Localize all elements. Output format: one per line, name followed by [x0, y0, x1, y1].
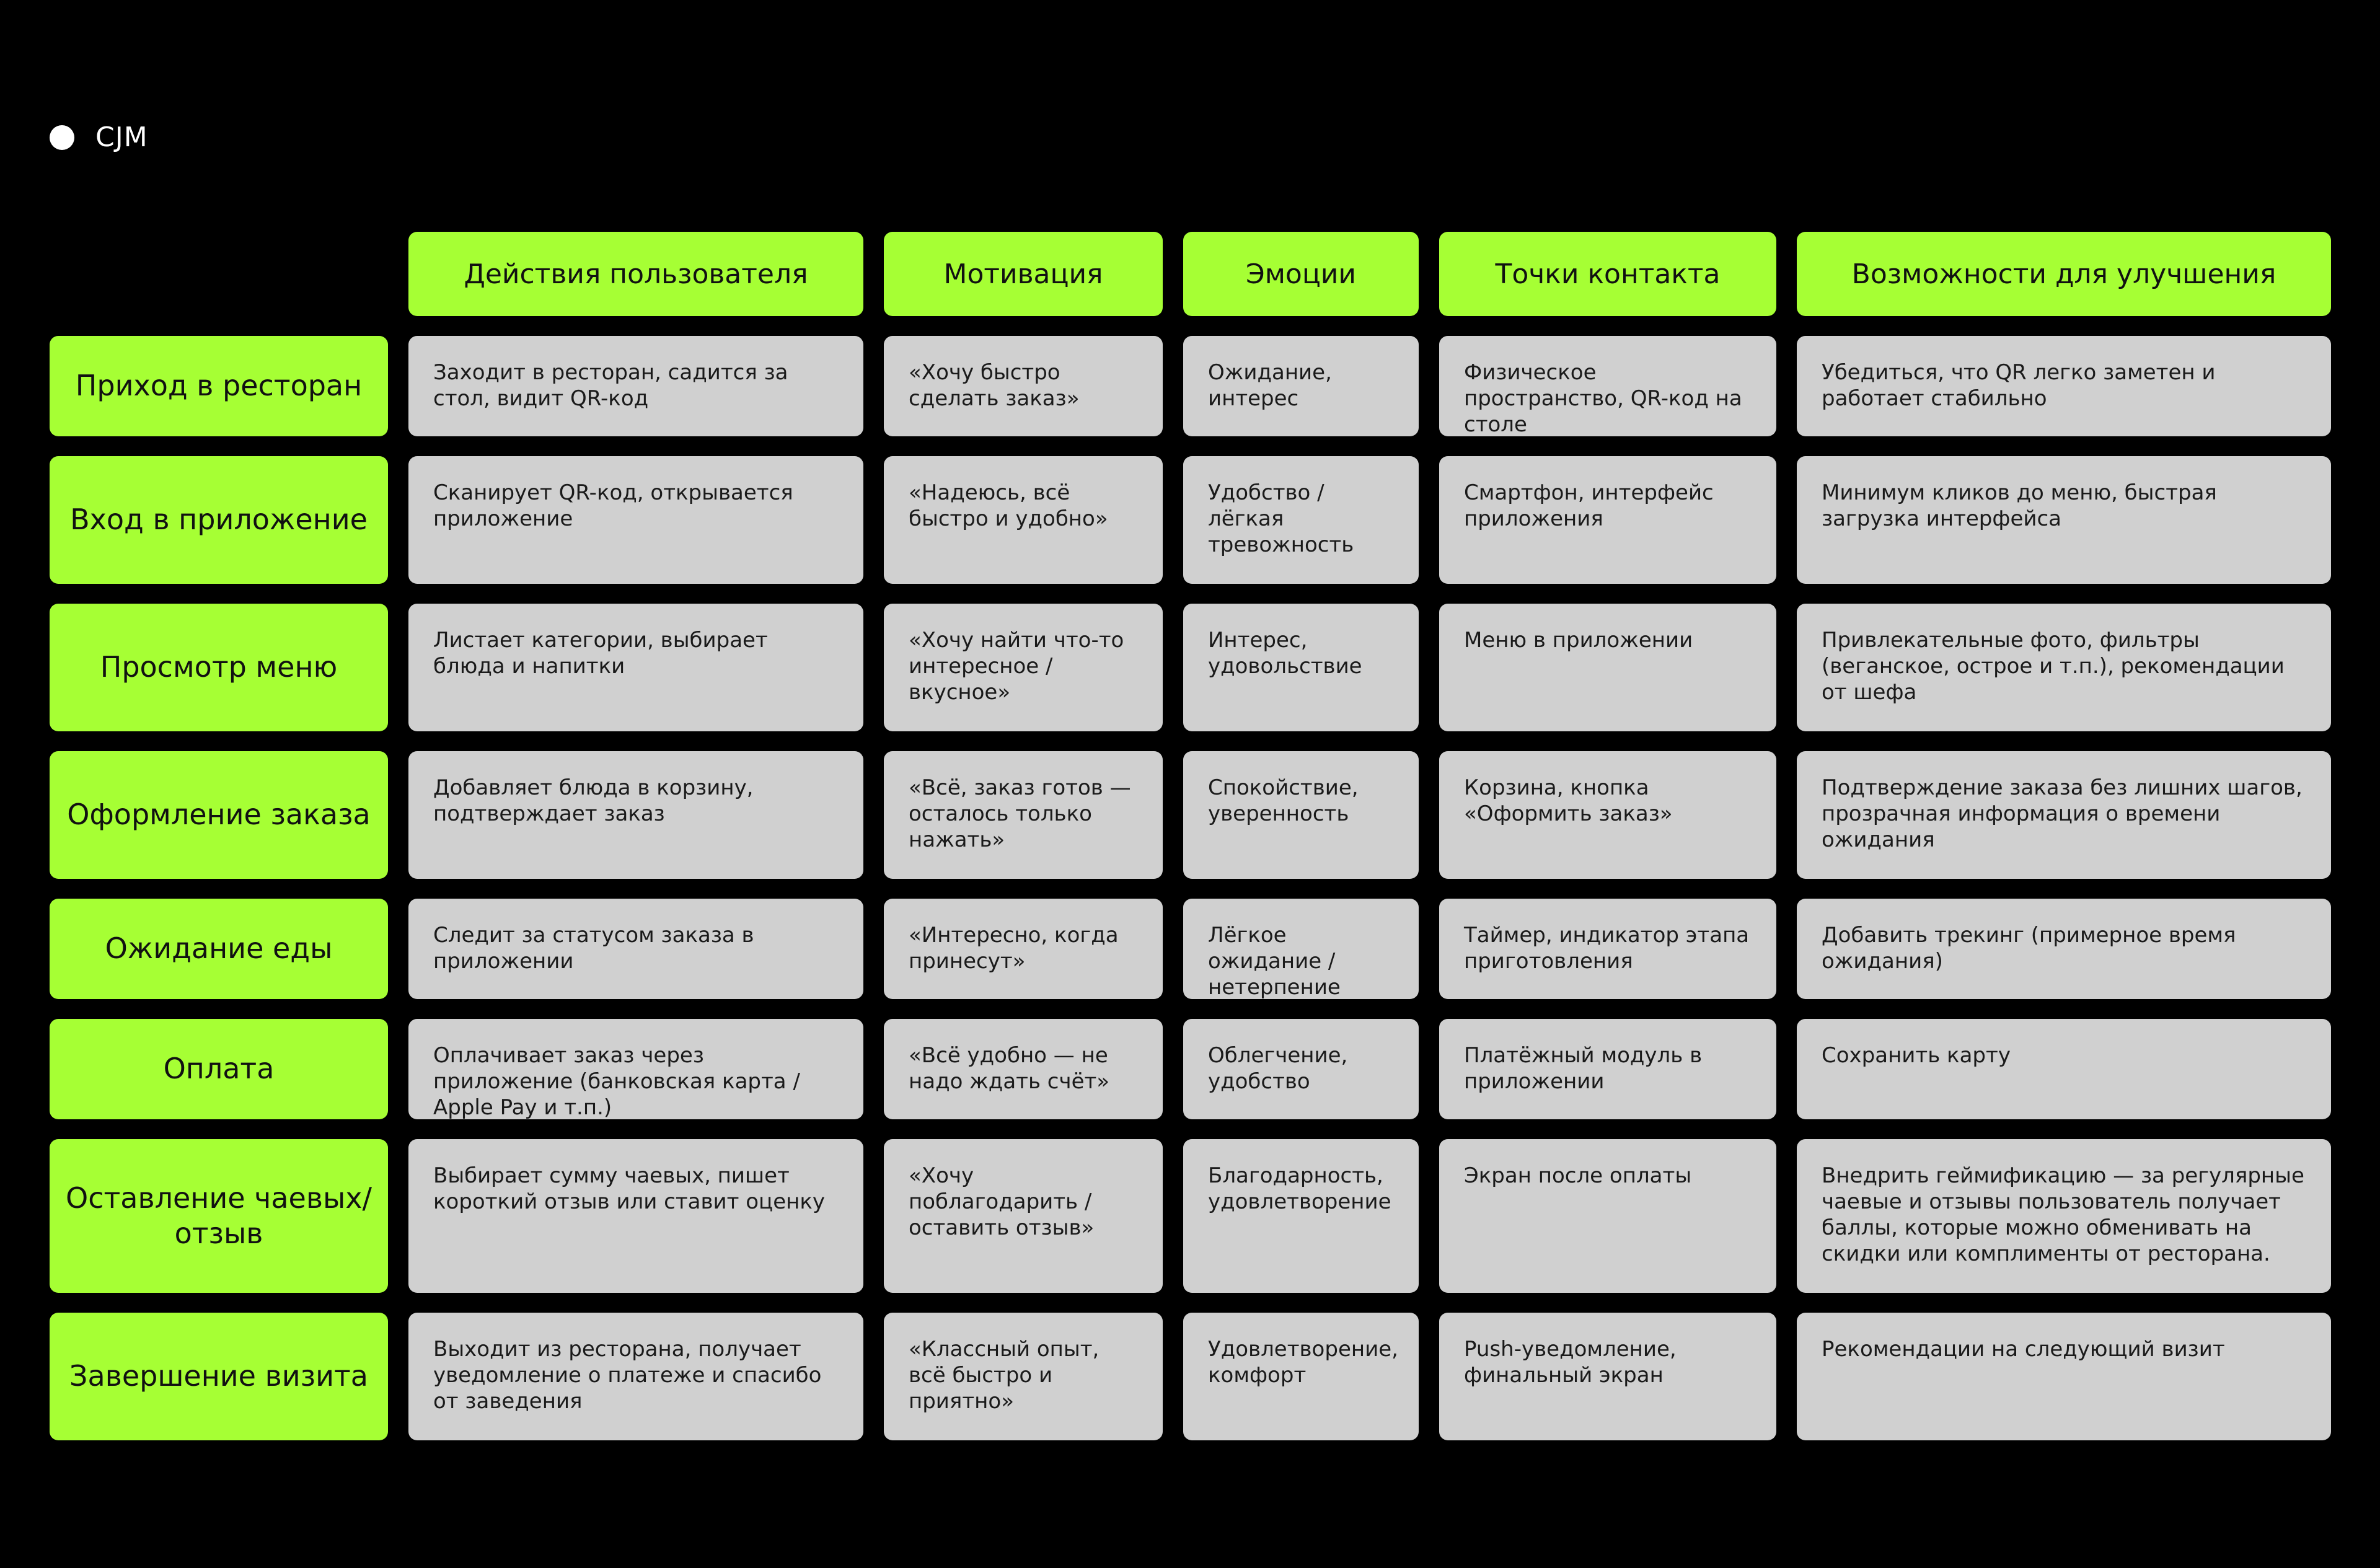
- stage-label: Вход в приложение: [50, 456, 388, 584]
- table-cell: Подтверждение заказа без лишних шагов, прозрачная информация о времени ожидания: [1797, 751, 2331, 879]
- stage-label: Оставление чаевых/ отзыв: [50, 1139, 388, 1293]
- table-cell: Push-уведомление, финальный экран: [1439, 1313, 1776, 1440]
- table-cell: Добавляет блюда в корзину, подтверждает заказ: [408, 751, 863, 879]
- table-cell: Интерес, удовольствие: [1183, 604, 1419, 731]
- table-cell: Выходит из ресторана, получает уведомление о платеже и спасибо от заведения: [408, 1313, 863, 1440]
- table-cell: Листает категории, выбирает блюда и напитки: [408, 604, 863, 731]
- map-header: [50, 121, 148, 153]
- stage-label: Ожидание еды: [50, 899, 388, 999]
- stage-label: Просмотр меню: [50, 604, 388, 731]
- table-cell: Ожидание, интерес: [1183, 336, 1419, 436]
- column-header-improvements: Возможности для улучшения: [1797, 232, 2331, 316]
- table-cell: Выбирает сумму чаевых, пишет короткий отзыв или ставит оценку: [408, 1139, 863, 1293]
- table-cell: Удовлетворение, комфорт: [1183, 1313, 1419, 1440]
- table-cell: Следит за статусом заказа в приложении: [408, 899, 863, 999]
- stage-label: Завершение визита: [50, 1313, 388, 1440]
- table-cell: Минимум кликов до меню, быстрая загрузка интерфейса: [1797, 456, 2331, 584]
- table-cell: Физическое пространство, QR-код на столе: [1439, 336, 1776, 436]
- stage-label: Оформление заказа: [50, 751, 388, 879]
- table-cell: Добавить трекинг (примерное время ожидания): [1797, 899, 2331, 999]
- column-header-actions: Действия пользователя: [408, 232, 863, 316]
- table-corner: [50, 232, 388, 316]
- cjm-table: [50, 232, 2331, 1440]
- column-header-touchpoints: Точки контакта: [1439, 232, 1776, 316]
- table-cell: «Всё удобно — не надо ждать счёт»: [884, 1019, 1163, 1119]
- column-header-emotions: Эмоции: [1183, 232, 1419, 316]
- table-cell: Меню в приложении: [1439, 604, 1776, 731]
- stage-label: Приход в ресторан: [50, 336, 388, 436]
- table-cell: Платёжный модуль в приложении: [1439, 1019, 1776, 1119]
- table-cell: «Надеюсь, всё быстро и удобно»: [884, 456, 1163, 584]
- table-cell: Спокойствие, уверенность: [1183, 751, 1419, 879]
- table-cell: Рекомендации на следующий визит: [1797, 1313, 2331, 1440]
- table-cell: Сохранить карту: [1797, 1019, 2331, 1119]
- table-cell: Облегчение, удобство: [1183, 1019, 1419, 1119]
- table-cell: «Всё, заказ готов — осталось только нажать»: [884, 751, 1163, 879]
- table-cell: «Хочу быстро сделать заказ»: [884, 336, 1163, 436]
- table-cell: Заходит в ресторан, садится за стол, видит QR-код: [408, 336, 863, 436]
- table-cell: Таймер, индикатор этапа приготовления: [1439, 899, 1776, 999]
- table-cell: Внедрить геймификацию — за регулярные чаевые и отзывы пользователь получает баллы, которые можно обменивать на скидки или комплименты от ресторана.: [1797, 1139, 2331, 1293]
- table-cell: Удобство / лёгкая тревожность: [1183, 456, 1419, 584]
- table-cell: «Интересно, когда принесут»: [884, 899, 1163, 999]
- table-cell: «Хочу найти что-то интересное / вкусное»: [884, 604, 1163, 731]
- table-cell: Благодарность, удовлетворение: [1183, 1139, 1419, 1293]
- table-cell: «Хочу поблагодарить / оставить отзыв»: [884, 1139, 1163, 1293]
- table-cell: Смартфон, интерфейс приложения: [1439, 456, 1776, 584]
- column-header-motivation: Мотивация: [884, 232, 1163, 316]
- table-cell: Корзина, кнопка «Оформить заказ»: [1439, 751, 1776, 879]
- table-cell: Привлекательные фото, фильтры (веганское, острое и т.п.), рекомендации от шефа: [1797, 604, 2331, 731]
- stage-label: Оплата: [50, 1019, 388, 1119]
- table-cell: Сканирует QR-код, открывается приложение: [408, 456, 863, 584]
- table-cell: Оплачивает заказ через приложение (банковская карта / Apple Pay и т.п.): [408, 1019, 863, 1119]
- table-cell: Убедиться, что QR легко заметен и работает стабильно: [1797, 336, 2331, 436]
- table-cell: Лёгкое ожидание / нетерпение: [1183, 899, 1419, 999]
- page-title: CJM: [95, 121, 148, 153]
- bullet-dot-icon: [50, 125, 74, 150]
- table-cell: Экран после оплаты: [1439, 1139, 1776, 1293]
- table-cell: «Классный опыт, всё быстро и приятно»: [884, 1313, 1163, 1440]
